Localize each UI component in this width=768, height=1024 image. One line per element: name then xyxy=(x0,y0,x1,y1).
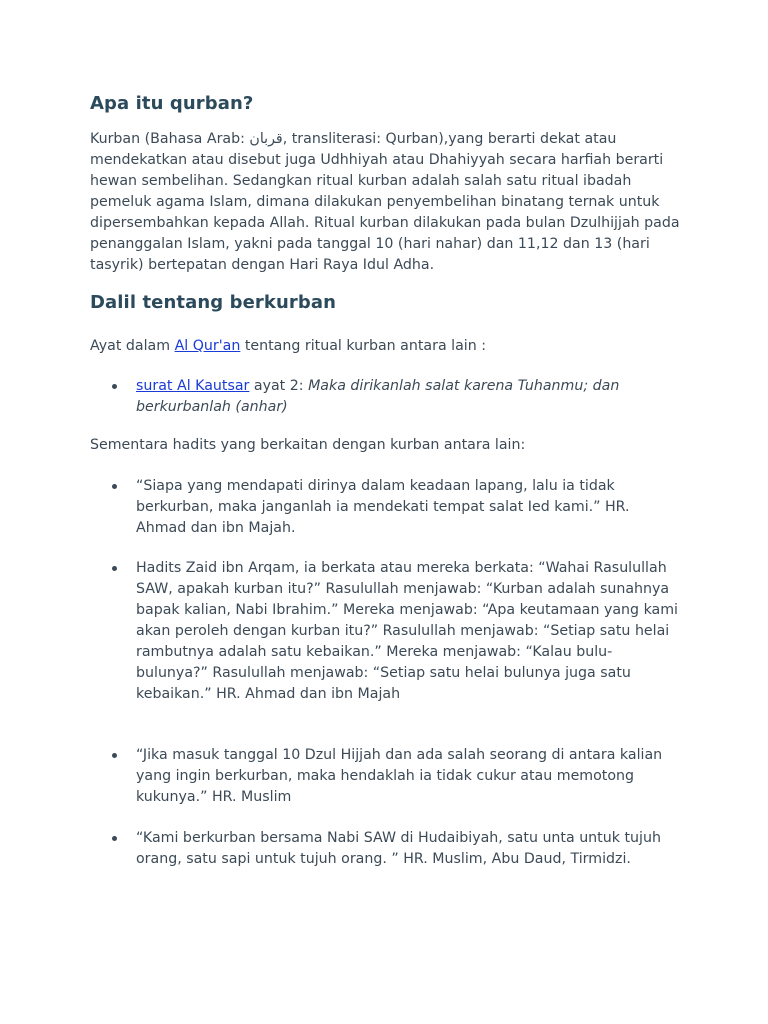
verse-ref: ayat 2: xyxy=(249,378,309,394)
list-item-quran-verse xyxy=(136,376,681,418)
list-item-hadith xyxy=(136,745,681,808)
bullet-icon xyxy=(112,566,117,571)
link-surat-al-kautsar[interactable]: surat Al Kautsar xyxy=(136,378,250,394)
verse-quote: Maka dirikanlah salat karena Tuhanmu; dan berkurbanlah (anhar) xyxy=(136,378,620,415)
hadith-text: “Jika masuk tanggal 10 Dzul Hijjah dan ada salah seorang di antara kalian yang ingin berkurban, maka hendaklah ia tidak cukur atau memotong kukunya.” HR. Muslim xyxy=(136,747,663,805)
bullet-icon xyxy=(112,384,117,389)
intro-text-after: tentang ritual kurban antara lain : xyxy=(240,338,487,354)
list-item-hadith xyxy=(136,558,681,705)
paragraph-definition: Kurban (Bahasa Arab: قربان, transliterasi: Qurban),yang berarti dekat atau mendekatkan atau disebut juga Udhhiyah atau Dhahiyyah secara harfiah berarti hewan sembelihan. Sedangkan ritual kurban adalah salah satu ritual ibadah pemeluk agama Islam, dimana dilakukan penyembelihan binatang ternak untuk dipersembahkan kepada Allah. Ritual kurban dilakukan pada bulan Dzulhijjah pada penanggalan Islam, yakni pada tanggal 10 (hari nahar) dan 11,12 dan 13 (hari tasyrik) bertepatan dengan Hari Raya Idul Adha. xyxy=(90,131,680,273)
list-item-hadith xyxy=(136,476,681,539)
heading-apa-itu-qurban: Apa itu qurban? xyxy=(90,93,254,114)
bullet-icon xyxy=(112,484,117,489)
hadith-text: Hadits Zaid ibn Arqam, ia berkata atau mereka berkata: “Wahai Rasulullah SAW, apakah kurban itu?” Rasulullah menjawab: “Kurban adalah sunahnya bapak kalian, Nabi Ibrahim.” Mereka menjawab: “Apa keutamaan yang kami akan peroleh dengan kurban itu?” Rasulullah menjawab: “Setiap satu helai rambutnya adalah satu kebaikan.” Mereka menjawab: “Kalau bulu-bulunya?” Rasulullah menjawab: “Setiap satu helai bulunya juga satu kebaikan.” HR. Ahmad dan ibn Majah xyxy=(136,560,678,702)
paragraph-hadith-intro: Sementara hadits yang berkaitan dengan kurban antara lain: xyxy=(90,437,526,453)
link-al-quran[interactable]: Al Qur'an xyxy=(174,338,241,354)
heading-dalil: Dalil tentang berkurban xyxy=(90,292,336,313)
bullet-icon xyxy=(112,836,117,841)
intro-text-before: Ayat dalam xyxy=(90,338,175,354)
hadith-text: “Kami berkurban bersama Nabi SAW di Hudaibiyah, satu unta untuk tujuh orang, satu sapi untuk tujuh orang. ” HR. Muslim, Abu Daud, Tirmidzi. xyxy=(136,830,661,867)
paragraph-quran-intro xyxy=(90,336,680,357)
list-item-hadith xyxy=(136,828,681,870)
bullet-icon xyxy=(112,753,117,758)
hadith-text: “Siapa yang mendapati dirinya dalam keadaan lapang, lalu ia tidak berkurban, maka janganlah ia mendekati tempat salat Ied kami.” HR. Ahmad dan ibn Majah. xyxy=(136,478,630,536)
